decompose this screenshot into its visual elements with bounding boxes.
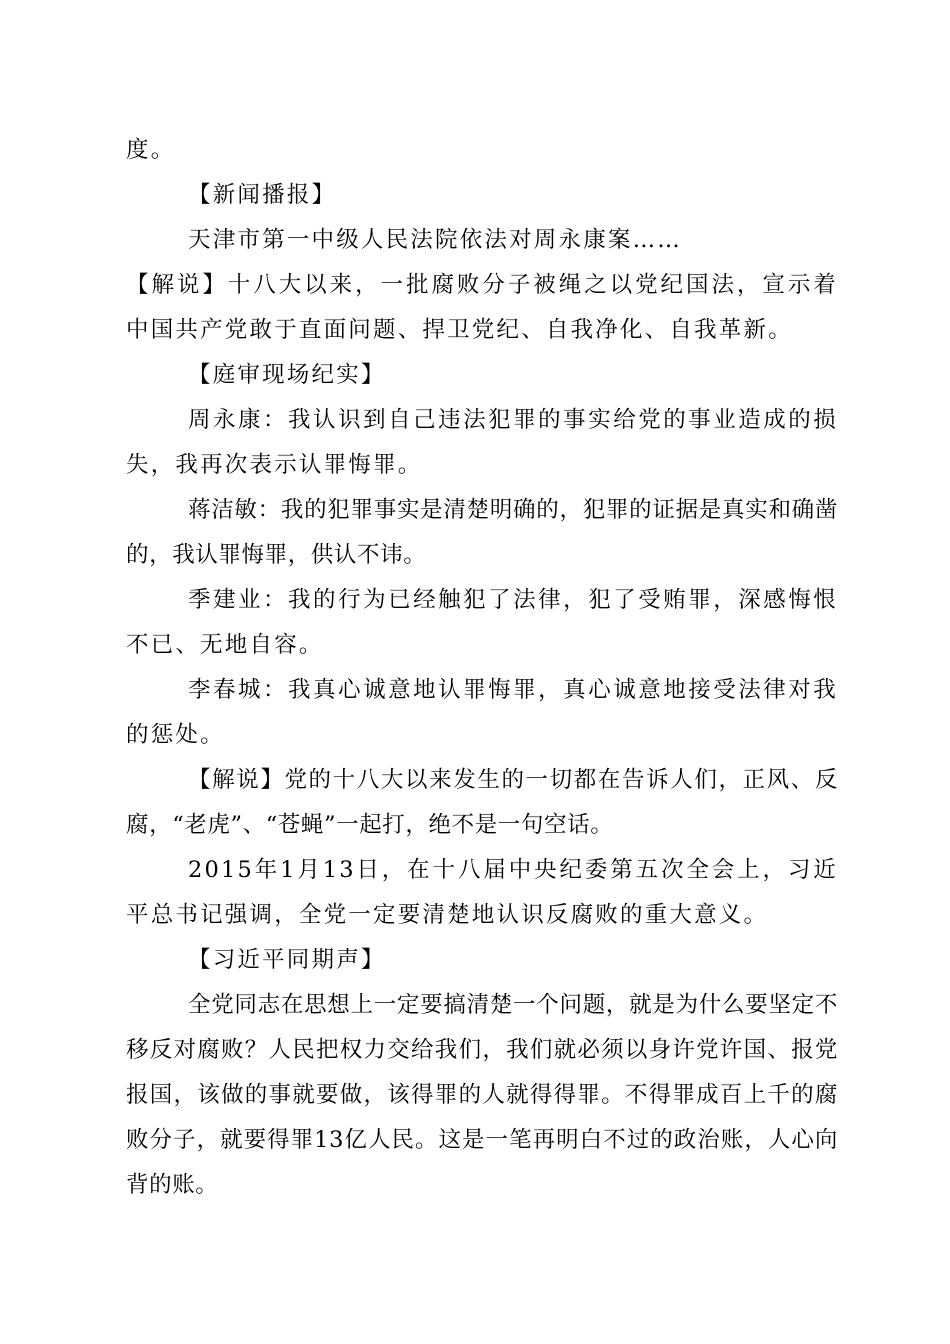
section-heading-court-record: 【庭审现场纪实】	[188, 362, 386, 388]
paragraph-date-event: 2015年1月13日，在十八届中央纪委第五次全会上，习近平总书记强调，全党一定要清楚地认识反腐败的重大意义。	[126, 857, 838, 928]
paragraph-narration-1: 【解说】十八大以来，一批腐败分子被绳之以党纪国法，宣示着中国共产党敢于直面问题、捍卫党纪、自我净化、自我革新。	[126, 272, 838, 343]
section-heading-news-broadcast: 【新闻播报】	[188, 182, 337, 208]
paragraph-narration-2: 【解说】党的十八大以来发生的一切都在告诉人们，正风、反腐，“老虎”、“苍蝇”一起打，绝不是一句空话。	[126, 767, 838, 838]
section-heading-xi-soundbite: 【习近平同期声】	[188, 947, 386, 973]
paragraph-statement-li: 李春城：我真心诚意地认罪悔罪，真心诚意地接受法律对我的惩处。	[126, 677, 838, 748]
document-body	[126, 128, 838, 1208]
paragraph-statement-zhou: 周永康：我认识到自己违法犯罪的事实给党的事业造成的损失，我再次表示认罪悔罪。	[126, 407, 838, 478]
paragraph-xi-quote: 全党同志在思想上一定要搞清楚一个问题，就是为什么要坚定不移反对腐败？人民把权力交给我们，我们就必须以身许党许国、报党报国，该做的事就要做，该得罪的人就得得罪。不得罪成百上千的腐败分子，就要得罪13亿人民。这是一笔再明白不过的政治账，人心向背的账。	[126, 992, 838, 1198]
paragraph-statement-ji: 季建业：我的行为已经触犯了法律，犯了受贿罪，深感悔恨不已、无地自容。	[126, 587, 838, 658]
paragraph-continuation: 度。	[126, 137, 176, 163]
paragraph-statement-jiang: 蒋洁敏：我的犯罪事实是清楚明确的，犯罪的证据是真实和确凿的，我认罪悔罪，供认不讳。	[126, 497, 838, 568]
paragraph-news-content: 天津市第一中级人民法院依法对周永康案……	[188, 227, 683, 253]
